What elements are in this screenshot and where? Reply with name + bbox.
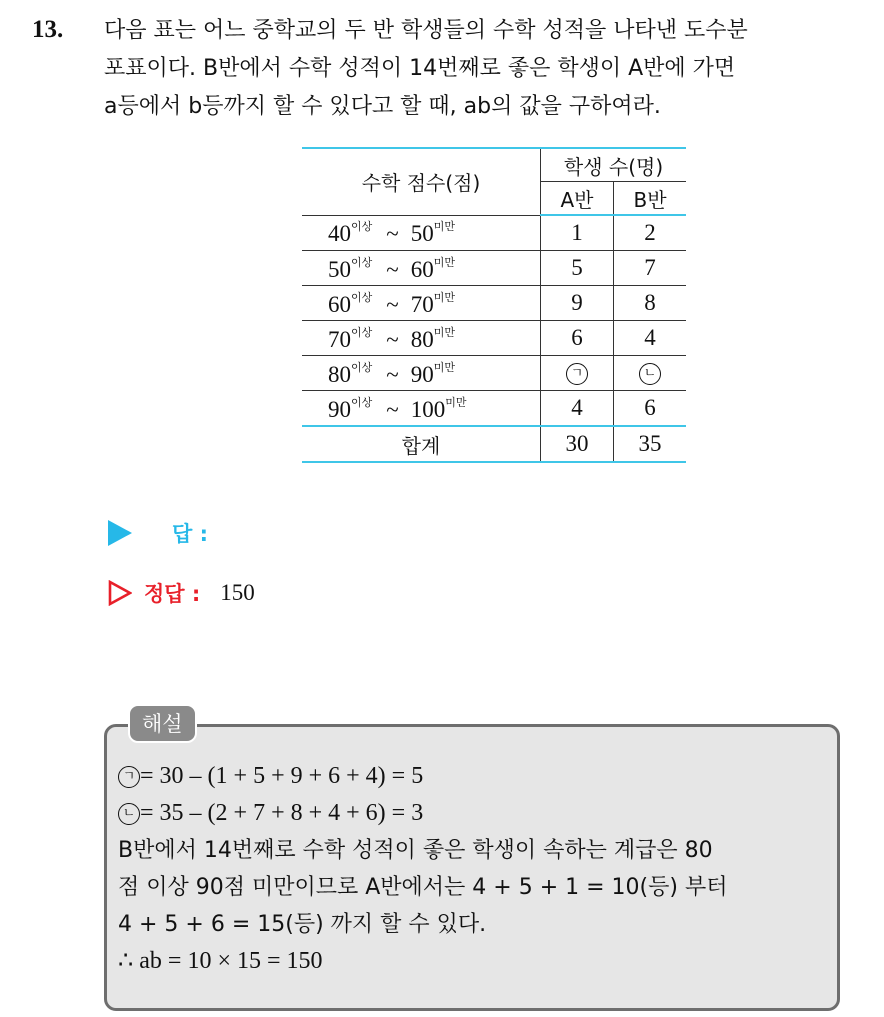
explanation-tab: 해설 xyxy=(128,704,197,743)
circled-nieun-icon: ㄴ xyxy=(118,803,140,825)
count-b: 4 xyxy=(614,321,687,356)
header-students: 학생 수(명) xyxy=(541,148,687,182)
correct-answer-row xyxy=(108,578,255,608)
circled-giyeok-icon: ㄱ xyxy=(118,766,140,788)
answer-row xyxy=(108,518,208,548)
score-range: $90^{이상}$ ~ $100^{미만}$ xyxy=(302,391,541,427)
explanation-line-1: ㄱ = 30 – (1 + 5 + 9 + 6 + 4) = 5 xyxy=(118,758,833,795)
score-range: $50^{이상}$ ~ $60^{미만}$ xyxy=(302,251,541,286)
question-number: 13. xyxy=(32,16,64,43)
explanation-line-2: ㄴ = 35 – (2 + 7 + 8 + 4 + 6) = 3 xyxy=(118,795,833,832)
question-line-1: 다음 표는 어느 중학교의 두 반 학생들의 수학 성적을 나타낸 도수분 xyxy=(104,18,748,43)
play-arrow-icon xyxy=(108,520,132,546)
score-range: $80^{이상}$ ~ $90^{미만}$ xyxy=(302,356,541,391)
count-b: 2 xyxy=(614,215,687,251)
score-range: $70^{이상}$ ~ $80^{미만}$ xyxy=(302,321,541,356)
table-row xyxy=(302,356,686,391)
circled-giyeok-icon: ㄱ xyxy=(566,363,588,385)
correct-answer-label: 정답 : xyxy=(144,582,201,606)
circled-nieun-icon: ㄴ xyxy=(639,363,661,385)
explanation-line-6: ∴ ab = 10 × 15 = 150 xyxy=(118,948,323,974)
count-a: 4 xyxy=(541,391,614,427)
count-a: 1 xyxy=(541,215,614,251)
score-range: $40^{이상}$ ~ $50^{미만}$ xyxy=(302,215,541,251)
explanation-line-4: 점 이상 90점 미만이므로 A반에서는 4 + 5 + 1 = 10(등) 부터 xyxy=(118,875,728,900)
count-b-unknown xyxy=(614,356,687,391)
total-b: 35 xyxy=(614,426,687,462)
count-b: 6 xyxy=(614,391,687,427)
total-a: 30 xyxy=(541,426,614,462)
answer-label: 답 : xyxy=(172,522,208,546)
outline-play-arrow-icon xyxy=(108,580,132,606)
total-label: 합계 xyxy=(302,426,541,462)
count-a-unknown xyxy=(541,356,614,391)
explanation-line-5: 4 + 5 + 6 = 15(등) 까지 할 수 있다. xyxy=(118,912,487,937)
count-b: 7 xyxy=(614,251,687,286)
table-row xyxy=(302,391,686,427)
explanation-line-3: B반에서 14번째로 수학 성적이 좋은 학생이 속하는 계급은 80 xyxy=(118,838,713,863)
question-text xyxy=(104,12,874,126)
correct-answer-value: 150 xyxy=(220,580,255,605)
question-line-2: 포표이다. B반에서 수학 성적이 14번째로 좋은 학생이 A반에 가면 xyxy=(104,56,736,81)
header-class-b: B반 xyxy=(614,182,687,216)
question-line-3: a등에서 b등까지 할 수 있다고 할 때, ab의 값을 구하여라. xyxy=(104,94,661,119)
count-a: 5 xyxy=(541,251,614,286)
score-range: $60^{이상}$ ~ $70^{미만}$ xyxy=(302,286,541,321)
frequency-table xyxy=(302,147,686,463)
table-row xyxy=(302,251,686,286)
table-total-row xyxy=(302,426,686,462)
table-row xyxy=(302,215,686,251)
table-row xyxy=(302,321,686,356)
count-a: 9 xyxy=(541,286,614,321)
header-class-a: A반 xyxy=(541,182,614,216)
table-row xyxy=(302,286,686,321)
count-b: 8 xyxy=(614,286,687,321)
explanation-text xyxy=(118,758,833,980)
count-a: 6 xyxy=(541,321,614,356)
header-score: 수학 점수(점) xyxy=(302,148,541,215)
